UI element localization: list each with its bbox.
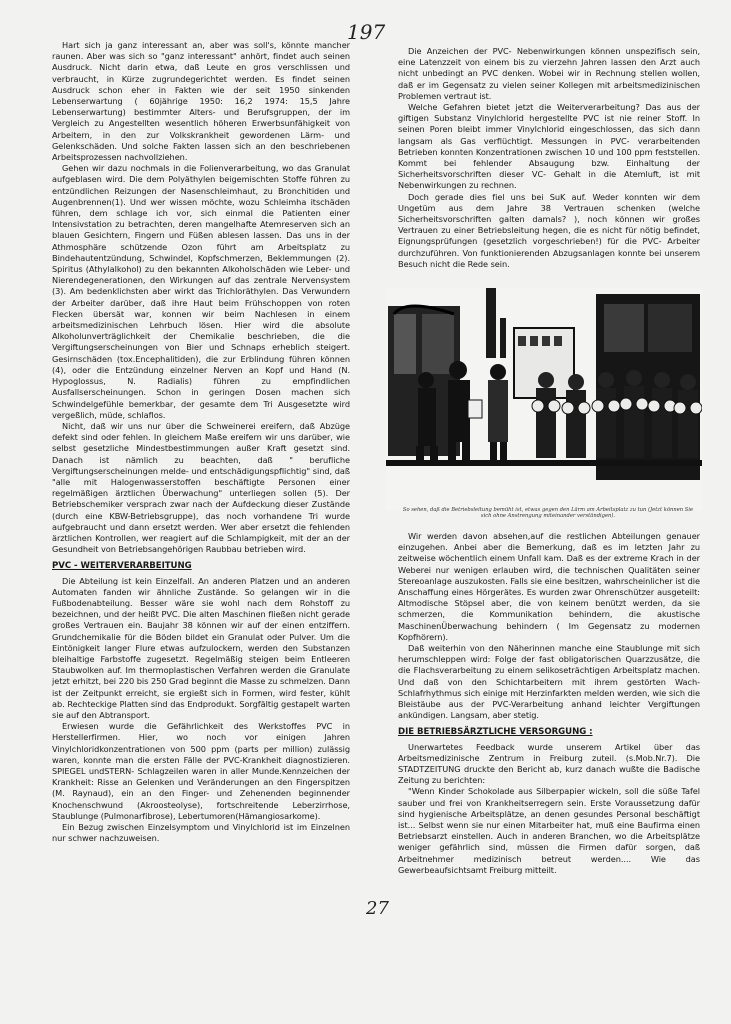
paragraph: Gehen wir dazu nochmals in die Folienverarbeitung, wo das Granulat aufgeblasen wird. Die dem Polyäthylen beigemischten Stoffe führen zu entzündlichen Reizungen der Nasenschleimhaut, zu Bronchitiden und Augenbrennen(1). Und wer wissen möchte, wozu Schleimha itschäden führen, dem schlage ich vor, sich einmal die Patienten einer Intensivstation zu betrachten, deren mangelhafte Atemreserven sich an blauen Gesichtern, Fingern und Füßen ablesen lassen. Das uns in der Athmosphäre schützende Ozon führt am Arbeitsplatz zu Bindehautentzündung, Schwindel, Kopfschmerzen, Beklemmungen (2). Spiritus (Athylalkohol) zu den bekannten Alkoholschäden wie Leber- und Nierendegenerationen, den Wirkungen auf das zentrale Nervensystem (3). Am bedenklichsten aber wirkt das Trichloräthylen. Das Verwundern der Arbeiter darüber, daß ihre Haut beim Frühschoppen von roten Flecken übersät war, konnen wir beim Nachlesen in einem arbeitsmedizinischen Lehrbuch lösen. Hier wird die absolute Alkoholunverträglichkeit der Chemikalie beschrieben, die die Vergiftungserscheinungen von Bier und Schnaps erheblich steigert. Gesirnschäden (tox.Encephalitiden), die zur Erblindung führen können (4), oder die Entzündung einzelner Nerven an Kopf und Hand (N. Hypoglossus, N. Radialis) führen zu empfindlichen Ausfallserscheinungen. Schon in geringen Dosen machen sich Schwindelgefühle bemerkbar, der gesamte dem Tri Ausgesetzte wird vergeßlich, müde, schlaflos. bbox=[52, 163, 350, 420]
cartoon-drawing bbox=[386, 288, 702, 510]
section-heading-betriebsarzt: DIE BETRIEBSÄRZTLICHE VERSORGUNG : bbox=[398, 727, 593, 738]
paragraph: Ein Bezug zwischen Einzelsymptom und Vinylchlorid ist im Einzelnen nur schwer nachzuweisen. bbox=[52, 822, 350, 844]
paragraph: Doch gerade dies fiel uns bei SuK auf. Weder konnten wir dem Ungetüm aus dem Jahre 38 Vertrauen schenken (welche Sicherheitsvorschriften galten damals? ), noch können wir großes Vertrauen zu einer Betriebsleitung hegen, die es nicht für nötig befindet, Eignungsprüfungen (gesetzlich vorgeschrieben!) für die PVC- Arbeiter durchzuführen. Von funktionierenden Abzugsanlagen konnte bei unserem Besuch nicht die Rede sein. bbox=[398, 191, 700, 269]
paragraph: Die Anzeichen der PVC- Nebenwirkungen können unspezifisch sein, eine Latenzzeit von einem bis zu vierzehn Jahren lassen den Arzt auch nicht unbedingt an PVC denken. Wobei wir in Rechnung stellen wollen, daß er im Gegensatz zu vielen seiner Kollegen mit arbeitsmedizinischen Problemen vertraut ist. bbox=[398, 46, 700, 101]
paragraph: Hart sich ja ganz interessant an, aber was soll's, könnte mancher raunen. Aber was sich so "ganz interessant" anhört, findet auch seinen Ausdruck. Nicht darin etwa, daß Leute en gros verschlissen und verbraucht, in Kürze zugrundegerichtet werden. Es findet seinen Ausdruck schon eher in Fakten wie der seit 1950 sinkenden Lebenserwartung ( 60jährige 1950: 16,2 1974: 15,5 Jahre Lebenserwartung) bestimmter Alters- und Berufsgruppen, der im Vergleich zu Angestellten wesentlich höheren Erwerbsunfähigkeit von Arbeitern, in den zur Volkskrankheit gewordenen Lärm- und Gelenkschäden. Und solche Fakten lassen sich an den beschriebenen Arbeitsprozessen nachvollziehen. bbox=[52, 40, 350, 163]
right-column-bottom bbox=[398, 531, 700, 876]
left-column bbox=[52, 40, 350, 844]
paragraph: Nicht, daß wir uns nur über die Schweinerei ereifern, daß Abzüge defekt sind oder fehlen. In gleichem Maße ereifern wir uns darüber, wie selbst gesetzliche Mindestbestimmungen außer Kraft gesetzt sind. Danach ist nämlich zu beachten, daß " berufliche Vergiftungserscheinungen melde- und entschädigungspflichtig" sind, daß "alle mit Halogenwasserstoffen beschäftigte Personen einer regelmäßigen ärztlichen Überwachung" unterliegen sollen (5). Der Betriebschemiker versprach zwar nach der Aufdeckung dieser Zustände (durch eine KBW-Betriebsgruppe), das noch vorhandene Tri wurde aufgebraucht und dann ersetzt werden. Wer aber ersetzt die fehlenden ärztlichen Kontrollen, wer reagiert auf die Schlampigkeit, mit der an der Gesundheit von Betriebsangehörigen Raubbau betrieben wird. bbox=[52, 420, 350, 555]
right-column-top bbox=[398, 46, 700, 270]
paragraph: "Wenn Kinder Schokolade aus Silberpapier wickeln, soll die süße Tafel sauber und frei von Krankheitserregern sein. Erste Voraussetzung dafür sind hygienische Arbeitsplätze, an denen gesundes Personal beschäftigt ist... Selbst wenn sie nur einen Mitarbeiter hat, muß eine Baufirma einen Betriebsarzt einstellen. Auch in anderen Branchen, wo die Arbeitsplätze weniger gefährlich sind, müssen die Firmen dafür sorgen, daß Arbeitnehmer medizinisch betreut werden.... Wie das Gewerbeaufsichtsamt Freiburg mitteilt. bbox=[398, 786, 700, 875]
factory-cartoon-illustration bbox=[386, 288, 702, 510]
paragraph: Daß weiterhin von den Näherinnen manche eine Staublunge mit sich herumschleppen wird: Folge der fast obligatorischen Quarzzusätze, die die Flachsverarbeitung zu einem selikoseträchtigen Arbeitsplatz machen. Und daß von den Schichtarbeitern mit ihrem gestörten Wach- Schlafrhythmus sich einige mit Herzinfarkten melden werden, wie sich die Bleistäube aus der PVC-Verarbeitung anhand leichter Vergiftungen ankündigen. Langsam, aber stetig. bbox=[398, 643, 700, 721]
paragraph: Die Abteilung ist kein Einzelfall. An anderen Platzen und an anderen Automaten fanden wir ähnliche Zustände. So gelangen wir in die Fußbodenabteilung. Besser wäre sie wohl nach dem Rohstoff zu bezeichnen, und der heißt PVC. Die alten Maschinen fließen nicht gerade großes Vertrauen ein. Baujahr 38 können wir auf der einen entziffern. Grundchemikalie für die Böden bildet ein Granulat oder Pulver. Um die Eintönigkeit langer Flure etwas aufzulockern, werden den Substanzen bleihaltige Farbstoffe zugesetzt. Regelmäßig steigen beim Entleeren Staubwolken auf. Im thermoplastischen Verfahren werden die Granulate jetzt erhitzt, bei 220 bis 250 Grad beginnt die Masse zu schmelzen. Dann ist der Zeitpunkt erreicht, sie ergießt sich in Formen, wird fester, kühlt ab. Rechteckige Platten sind das Endprodukt. Sorgfältig gestapelt warten sie auf den Abtransport. bbox=[52, 575, 350, 720]
page-number-bottom: 27 bbox=[366, 898, 389, 919]
paragraph: Erwiesen wurde die Gefährlichkeit des Werkstoffes PVC in Herstellerfirmen. Hier, wo noch vor einigen Jahren Vinylchloridkonzentrationen von 500 ppm (parts per million) zulässig waren, konnte man die ersten Fälle der PVC-Krankheit diagnostizieren. SPIEGEL undSTERN- Schlagzeilen waren in aller Munde.Kennzeichen der Krankheit: Risse an Gelenken und Veränderungen an den Fingerspitzen (M. Raynaud), ein an den Finger- und Zehenenden beginnender Knochenschwund (Akroosteolyse), fortschreitende Leberzirrhose, Staublunge (Pulmonarfibrose), Lebertumoren(Hämangiosarkome). bbox=[52, 721, 350, 821]
paragraph: Unerwartetes Feedback wurde unserem Artikel über das Arbeitsmedizinische Zentrum in Freiburg zuteil. (s.Mob.Nr.7). Die STADTZEITUNG druckte den Bericht ab, kurz danach wußte die Badische Zeitung zu berichten: bbox=[398, 741, 700, 786]
paragraph: Welche Gefahren bietet jetzt die Weiterverarbeitung? Das aus der giftigen Substanz Vinylchlorid hergestellte PVC ist nie reiner Stoff. In seinen Poren bleibt immer Vinylchlorid eingeschlossen, das sich dann langsam als Gas verflüchtigt. Messungen in PVC- verarbeitenden Betrieben konnten Konzentrationen zwischen 10 und 100 ppm feststellen. Kommt bei fehlender Absaugung bzw. Einhaltung der Sicherheitsvorschriften dieser VC- Gehalt in die Atemluft, ist mit Nebenwirkungen zu rechnen. bbox=[398, 102, 700, 191]
page-number-top: 197 bbox=[347, 20, 386, 44]
illustration-caption: So sehen, daß die Betriebsleitung bemüht ist, etwas gegen den Lärm am Arbeitsplatz zu tun (Jetzt können Sie sich ohne Anstrengung miteinander verständigen). bbox=[402, 507, 694, 520]
section-heading-pvc: PVC - WEITERVERARBEITUNG bbox=[52, 561, 192, 572]
paragraph: Wir werden davon absehen,auf die restlichen Abteilungen genauer einzugehen. Anbei aber die Bemerkung, daß es im letzten Jahr zu zeitweise wöchentlich einem Unfall kam. Daß es der extreme Krach in der Weberei nur wenigen erlauben wird, die technischen Qualitäten seiner Stereoanlage auszukosten. Falls sie eine besitzen, wahrscheinlicher ist die Anschaffung eines Hörgerätes. Es wurden zwar Ohrenschützer ausgeteilt: Altmodische Stöpsel aber, die von keinem benützt werden, da sie schmerzen, die Kommunikation behindern, die akustische MaschinenÜberwachung behindern ( Im Gegensatz zu modernen Kopfhörern). bbox=[398, 531, 700, 642]
